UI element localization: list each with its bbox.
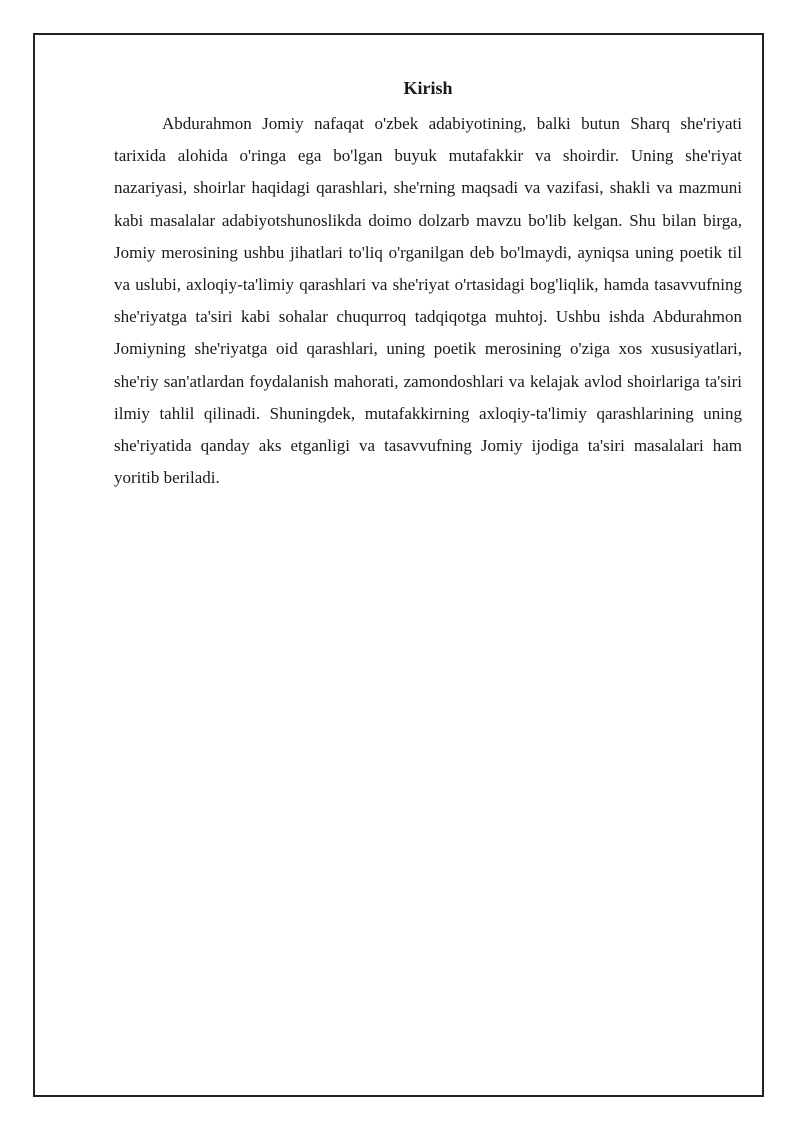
document-title: Kirish — [403, 78, 453, 98]
document-body — [114, 74, 742, 494]
intro-paragraph: Abdurahmon Jomiy nafaqat o'zbek adabiyotining, balki butun Sharq she'riyati tarixida alohida o'ringa ega bo'lgan buyuk mutafakkir va shoirdir. Uning she'riyat nazariyasi, shoirlar haqidagi qarashlari, she'rning maqsadi va vazifasi, shakli va mazmuni kabi masalalar adabiyotshunoslikda doimo dolzarb mavzu bo'lib kelgan. Shu bilan birga, Jomiy merosining ushbu jihatlari to'liq o'rganilgan deb bo'lmaydi, ayniqsa uning poetik til va uslubi, axloqiy-ta'limiy qarashlari va she'riyat o'rtasidagi bog'liqlik, hamda tasavvufning she'riyatga ta'siri kabi sohalar chuqurroq tadqiqotga muhtoj. Ushbu ishda Abdurahmon Jomiyning she'riyatga oid qarashlari, uning poetik merosining o'ziga xos xususiyatlari, she'riy san'atlardan foydalanish mahorati, zamondoshlari va kelajak avlod shoirlariga ta'siri ilmiy tahlil qilinadi. Shuningdek, mutafakkirning axloqiy-ta'limiy qarashlarining uning she'riyatida qanday aks etganligi va tasavvufning Jomiy ijodiga ta'siri masalalari ham yoritib beriladi. — [114, 114, 742, 488]
